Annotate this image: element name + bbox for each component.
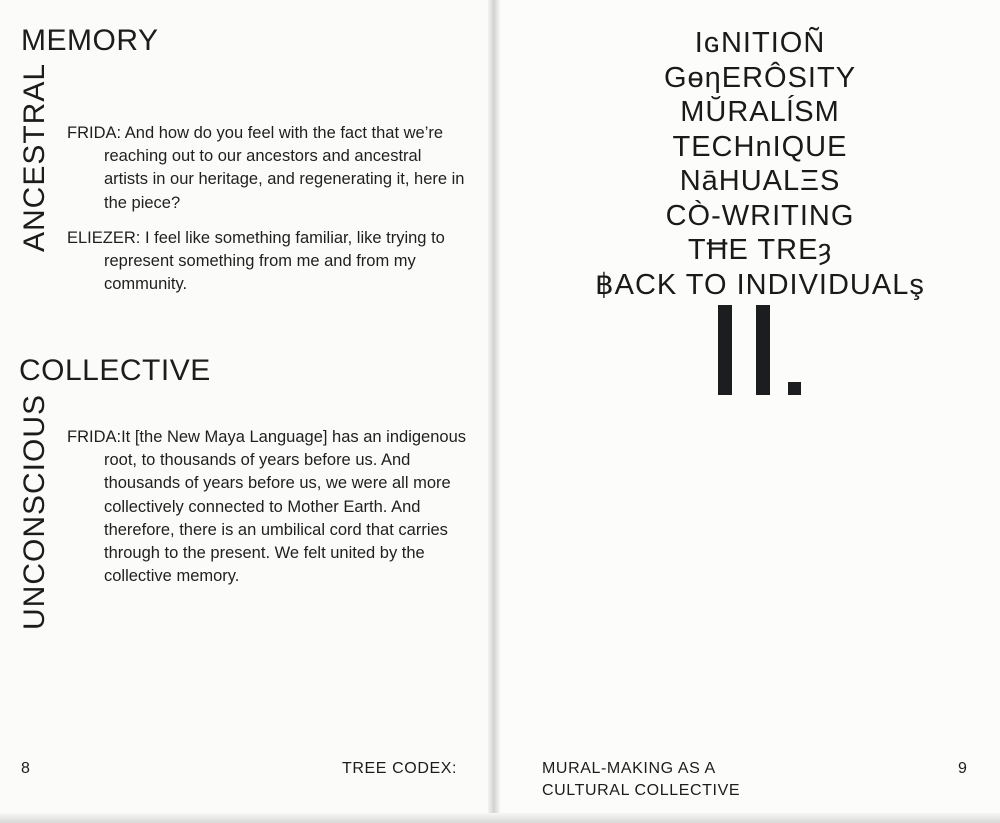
word-list-item: CÒ-WRITING (665, 199, 855, 232)
interview-paragraph (67, 426, 467, 588)
interview-paragraph (67, 227, 467, 297)
running-head-right (542, 758, 740, 801)
paragraph-text: It [the New Maya Language] has an indigenous root, to thousands of years before us. And thousands of years before us, we were all more collectively connected to Mother Earth. And therefore, there is an umbilical cord that carries through to the present. We felt united by the collective memory. (104, 428, 466, 586)
speaker-label: ELIEZER: (67, 228, 141, 247)
page-number-left: 8 (21, 760, 30, 777)
interview-paragraph (67, 122, 467, 215)
section-numeral (712, 305, 802, 395)
running-head-line: CULTURAL COLLECTIVE (542, 781, 741, 799)
running-head-line: MURAL-MAKING AS A (542, 760, 716, 777)
running-head-left: TREE CODEX: (342, 760, 458, 777)
interview-section-1 (67, 122, 467, 308)
word-list-item: ฿ACK TO INDIVIDUALş (595, 268, 925, 301)
word-list-item: TECHnIQUE (672, 130, 848, 163)
interview-section-2 (67, 426, 467, 600)
paragraph-text: I feel like something familiar, like trying to represent something from me and from my community. (104, 228, 445, 294)
numeral-stroke (756, 305, 770, 395)
page-bottom-edge (0, 813, 1000, 823)
word-list-item: TĦE TREȝ (687, 234, 833, 266)
heading-memory: MEMORY (21, 24, 159, 57)
speaker-label: FRIDA: (67, 124, 122, 142)
heading-collective: COLLECTIVE (19, 354, 211, 387)
numeral-period (788, 382, 801, 395)
word-list (520, 26, 1000, 302)
paragraph-text: And how do you feel with the fact that we’re reaching out to our ancestors and ancestral artists in our heritage, and regenerating it, here in the piece? (104, 124, 465, 212)
page-number-right: 9 (958, 760, 967, 777)
word-list-item: NāHUALΞS (679, 165, 841, 197)
vertical-heading-ancestral: ANCESTRAL (18, 62, 51, 252)
vertical-heading-unconscious: UNCONSCIOUS (18, 393, 51, 630)
word-list-item: MŬRALĺSM (680, 96, 840, 128)
left-page (0, 0, 493, 823)
word-list-item: GɵƞERÔSITY (663, 61, 857, 94)
numeral-stroke (718, 305, 732, 395)
speaker-label: FRIDA: (67, 428, 122, 446)
word-list-item: IɢNITIOÑ (694, 27, 826, 59)
book-gutter (488, 0, 500, 823)
